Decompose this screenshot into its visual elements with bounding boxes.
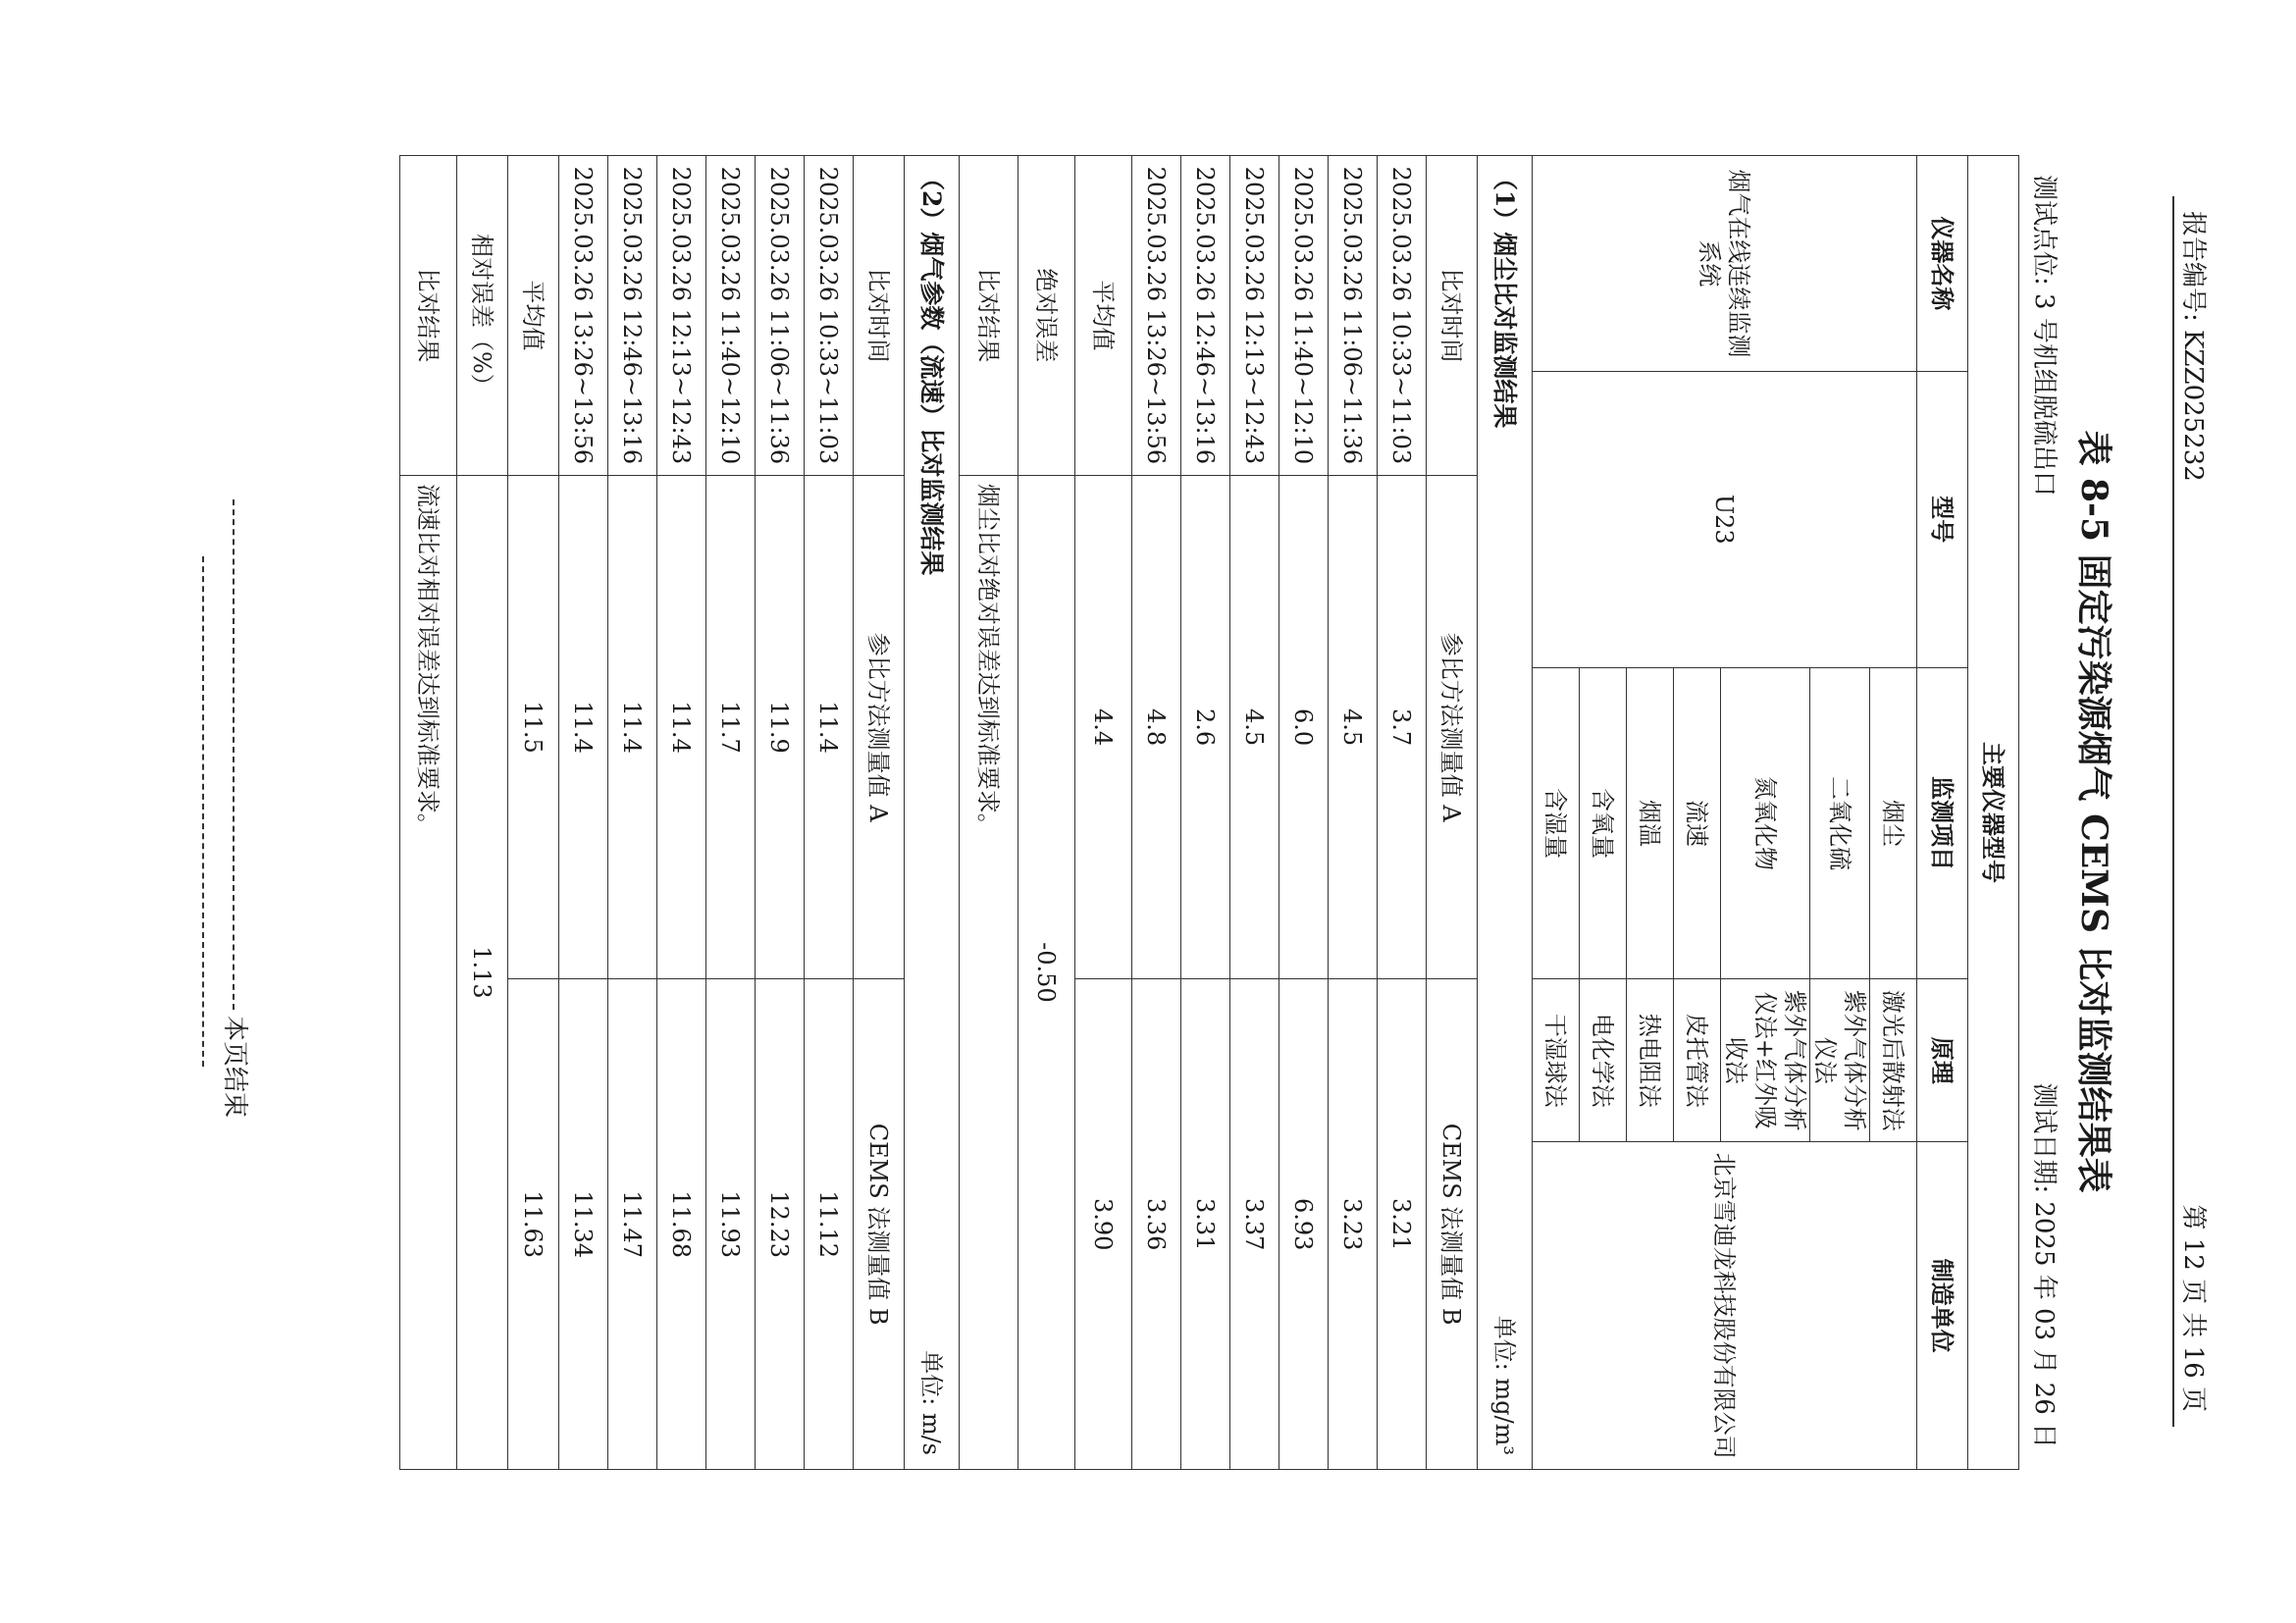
dust-row <box>1378 156 1427 1470</box>
flow-rel-err-label: 相对误差（%） <box>457 156 508 476</box>
principle: 干湿球法 <box>1533 979 1580 1142</box>
dust-row <box>1329 156 1378 1470</box>
flow-row <box>559 156 608 1470</box>
dust-result-label: 比对结果 <box>960 156 1018 476</box>
instrument-model: U23 <box>1533 371 1917 667</box>
principle: 热电阻法 <box>1627 979 1674 1142</box>
monitor-item: 氮氧化物 <box>1721 667 1810 979</box>
col-principle: 原理 <box>1917 979 1968 1142</box>
header-divider <box>2172 196 2174 1427</box>
page-info: 第 12 页 共 16 页 <box>2178 1204 2208 1412</box>
flow-row <box>608 156 657 1470</box>
dust-value-b: 6.93 <box>1279 979 1329 1470</box>
flow-avg-label: 平均值 <box>508 156 559 476</box>
flow-result-label: 比对结果 <box>400 156 457 476</box>
flow-result-row <box>400 156 457 1470</box>
dust-time: 2025.03.26 12:13~12:43 <box>1230 156 1279 476</box>
flow-value-b: 11.93 <box>706 979 756 1470</box>
end-text: 本页结束 <box>220 1015 249 1118</box>
dust-value-a: 4.5 <box>1230 475 1279 979</box>
flow-value-a: 11.7 <box>706 475 756 979</box>
flow-value-b: 11.12 <box>805 979 854 1470</box>
cems-result-table <box>399 155 2019 1470</box>
dust-avg-b: 3.90 <box>1075 979 1132 1470</box>
monitor-item: 流速 <box>1674 667 1721 979</box>
principle: 紫外气体分析仪法 <box>1810 979 1870 1142</box>
dust-time: 2025.03.26 10:33~11:03 <box>1378 156 1427 476</box>
dust-col-a: 参比方法测量值 A <box>1427 475 1478 979</box>
dust-value-a: 4.8 <box>1132 475 1181 979</box>
dust-avg-row <box>1075 156 1132 1470</box>
dust-row <box>1230 156 1279 1470</box>
flow-value-b: 11.68 <box>657 979 706 1470</box>
dust-result-row <box>960 156 1018 1470</box>
flow-value-b: 11.47 <box>608 979 657 1470</box>
dust-value-b: 3.23 <box>1329 979 1378 1470</box>
flow-rel-err: 1.13 <box>457 475 508 1469</box>
dust-col-time: 比对时间 <box>1427 156 1478 476</box>
dust-time: 2025.03.26 11:40~12:10 <box>1279 156 1329 476</box>
col-model: 型号 <box>1917 371 1968 667</box>
monitor-item: 烟温 <box>1627 667 1674 979</box>
dust-avg-label: 平均值 <box>1075 156 1132 476</box>
flow-rel-err-row <box>457 156 508 1470</box>
flow-time: 2025.03.26 11:40~12:10 <box>706 156 756 476</box>
flow-value-a: 11.9 <box>756 475 805 979</box>
dust-row <box>1181 156 1230 1470</box>
flow-unit: 单位: m/s <box>905 783 960 1469</box>
dust-value-b: 3.21 <box>1378 979 1427 1470</box>
flow-section-row <box>905 156 960 1470</box>
dust-value-b: 3.37 <box>1230 979 1279 1470</box>
flow-time: 2025.03.26 12:46~13:16 <box>608 156 657 476</box>
flow-value-b: 12.23 <box>756 979 805 1470</box>
principle: 紫外气体分析仪法+红外吸收法 <box>1721 979 1810 1142</box>
instrument-row <box>1870 156 1917 1470</box>
report-number: 报告编号: KZZ025232 <box>2178 211 2208 482</box>
monitor-item: 二氧化硫 <box>1810 667 1870 979</box>
dust-row <box>1132 156 1181 1470</box>
dust-value-b: 3.36 <box>1132 979 1181 1470</box>
end-divider-right <box>202 556 204 1067</box>
monitor-item: 烟尘 <box>1870 667 1917 979</box>
dust-value-b: 3.31 <box>1181 979 1230 1470</box>
flow-row <box>706 156 756 1470</box>
dust-abs-err: -0.50 <box>1018 475 1075 1469</box>
flow-value-b: 11.34 <box>559 979 608 1470</box>
flow-col-a: 参比方法测量值 A <box>854 475 905 979</box>
end-divider-left <box>233 499 235 1010</box>
col-instrument-name: 仪器名称 <box>1917 156 1968 372</box>
test-date: 测试日期: 2025 年 03 月 26 日 <box>2029 1082 2059 1448</box>
dust-value-a: 3.7 <box>1378 475 1427 979</box>
dust-unit: 单位: mg/m³ <box>1478 783 1533 1469</box>
flow-avg-b: 11.63 <box>508 979 559 1470</box>
monitor-item: 含氧量 <box>1580 667 1627 979</box>
flow-value-a: 11.4 <box>657 475 706 979</box>
flow-time: 2025.03.26 12:13~12:43 <box>657 156 706 476</box>
table-title: 表 8-5 固定污染源烟气 CEMS 比对监测结果表 <box>2073 430 2114 1193</box>
flow-header-row <box>854 156 905 1470</box>
flow-avg-row <box>508 156 559 1470</box>
flow-col-time: 比对时间 <box>854 156 905 476</box>
flow-row <box>756 156 805 1470</box>
flow-result: 流速比对相对误差达到标准要求。 <box>400 475 457 1469</box>
flow-time: 2025.03.26 13:26~13:56 <box>559 156 608 476</box>
flow-time: 2025.03.26 11:06~11:36 <box>756 156 805 476</box>
flow-time: 2025.03.26 10:33~11:03 <box>805 156 854 476</box>
flow-col-b: CEMS 法测量值 B <box>854 979 905 1470</box>
instrument-caption: 主要仪器型号 <box>1968 156 2019 1470</box>
principle: 激光后散射法 <box>1870 979 1917 1142</box>
dust-avg-a: 4.4 <box>1075 475 1132 979</box>
principle: 皮托管法 <box>1674 979 1721 1142</box>
dust-time: 2025.03.26 13:26~13:56 <box>1132 156 1181 476</box>
principle: 电化学法 <box>1580 979 1627 1142</box>
flow-value-a: 11.4 <box>608 475 657 979</box>
dust-col-b: CEMS 法测量值 B <box>1427 979 1478 1470</box>
monitor-item: 含湿量 <box>1533 667 1580 979</box>
col-item: 监测项目 <box>1917 667 1968 979</box>
dust-abs-err-label: 绝对误差 <box>1018 156 1075 476</box>
col-maker: 制造单位 <box>1917 1142 1968 1470</box>
dust-value-a: 6.0 <box>1279 475 1329 979</box>
test-location: 测试点位: 3 号机组脱硫出口 <box>2029 175 2059 497</box>
dust-result: 烟尘比对绝对误差达到标准要求。 <box>960 475 1018 1469</box>
dust-time: 2025.03.26 11:06~11:36 <box>1329 156 1378 476</box>
flow-value-a: 11.4 <box>559 475 608 979</box>
flow-row <box>657 156 706 1470</box>
dust-section-title: （1）烟尘比对监测结果 <box>1478 156 1533 784</box>
flow-row <box>805 156 854 1470</box>
dust-abs-err-row <box>1018 156 1075 1470</box>
instrument-name: 烟气在线连续监测系统 <box>1533 156 1917 372</box>
dust-row <box>1279 156 1329 1470</box>
flow-section-title: （2）烟气参数（流速）比对监测结果 <box>905 156 960 784</box>
instrument-header-row <box>1917 156 1968 1470</box>
dust-header-row <box>1427 156 1478 1470</box>
dust-value-a: 4.5 <box>1329 475 1378 979</box>
flow-value-a: 11.4 <box>805 475 854 979</box>
page-end-marker <box>189 265 255 1358</box>
dust-time: 2025.03.26 12:46~13:16 <box>1181 156 1230 476</box>
flow-avg-a: 11.5 <box>508 475 559 979</box>
dust-value-a: 2.6 <box>1181 475 1230 979</box>
dust-section-row <box>1478 156 1533 1470</box>
instrument-maker: 北京雪迪龙科技股份有限公司 <box>1533 1142 1917 1470</box>
